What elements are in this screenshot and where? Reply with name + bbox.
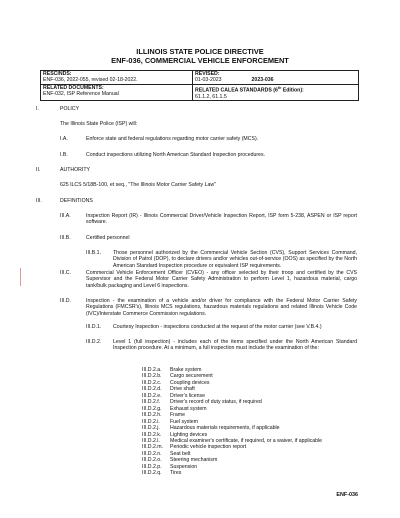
policy-item-num: I.B.: [60, 152, 68, 158]
rescinds-cell: [41, 71, 193, 85]
section-heading-definitions: DEFINITIONS: [60, 198, 93, 204]
inspection-item-num: III.D.2.e.: [142, 392, 162, 399]
definition-text: Inspection - the examination of a vehicle and/or driver for compliance with the Federal Motor Carrier Safety Regulations (FMCSR's), Illinois MCS regulations, hazardous materials regulations and related Illinois Vehicle Code (IVC)/Interstate Commerce Commission regulations.: [86, 298, 357, 317]
inspection-item-num: III.D.2.p.: [142, 463, 162, 470]
inspection-item-num: III.D.2.f.: [142, 399, 161, 406]
inspection-item-num: III.D.2.o.: [142, 457, 162, 464]
inspection-item-text: Suspension: [170, 463, 198, 470]
inspection-item-num: III.D.2.h.: [142, 412, 162, 419]
definition-text: Courtesy Inspection - inspections conducted at the request of the motor carrier (see V.B.4.): [113, 324, 322, 330]
section-heading-policy: POLICY: [60, 106, 80, 112]
header-table: [40, 70, 359, 101]
inspection-item-text: Fuel system: [170, 418, 198, 425]
inspection-item-num: III.D.2.g.: [142, 405, 162, 412]
revised-number: 2023-036: [251, 77, 274, 84]
policy-item-text: Enforce state and federal regulations regarding motor carrier safety (MCS).: [86, 136, 259, 142]
calea-label-post: Edition):: [281, 87, 304, 94]
definition-text: Those personnel authorized by the Commercial Vehicle Section (CVS), Support Services Command, Division of Patrol (DOP), to declare drivers and/or vehicles out-of-service (OOS) as specified by the North American Standard Inspection procedure or equivalent ISP requirements.: [113, 250, 357, 269]
calea-cell: [193, 84, 359, 101]
definition-num: III.A.: [60, 213, 71, 219]
revised-value: [195, 77, 356, 83]
page-footer: ENF-036: [336, 492, 358, 498]
inspection-item-num: III.D.2.j.: [142, 425, 160, 432]
inspection-item-num: III.D.2.q.: [142, 470, 162, 477]
inspection-item-num: III.D.2.n.: [142, 450, 162, 457]
inspection-item-text: Tires: [170, 470, 182, 477]
definition-num: III.D.: [60, 298, 71, 304]
inspection-item-text: Seat belt: [170, 450, 191, 457]
inspection-item-text: Cargo securement: [170, 373, 213, 380]
directive-title: ILLINOIS STATE POLICE DIRECTIVE: [136, 47, 264, 56]
related-docs-value: ENF-032, ISP Reference Manual: [43, 91, 119, 98]
definition-num: III.B.1.: [86, 250, 101, 256]
inspection-item-text: Exhaust system: [170, 405, 207, 412]
definition-num: III.C.: [60, 270, 71, 276]
policy-item-num: I.A.: [60, 136, 68, 142]
section-num-definitions: III.: [36, 198, 42, 204]
inspection-item-text: Driver's record of duty status, if required: [170, 399, 262, 406]
inspection-item-num: III.D.2.k.: [142, 431, 162, 438]
inspection-item-text: Brake system: [170, 367, 202, 373]
inspection-item-text: Steering mechanism: [170, 457, 218, 464]
revised-date: 01-03-2023: [195, 77, 222, 84]
inspection-item-text: Hazardous materials requirements, if applicable: [170, 425, 280, 432]
inspection-item-text: Driver's license: [170, 392, 206, 399]
rescinds-label: RESCINDS:: [43, 71, 72, 77]
calea-value: 61.1.2, 61.1.5: [195, 93, 227, 100]
calea-label-pre: RELATED CALEA STANDARDS (6: [195, 87, 278, 94]
policy-item-text: Conduct inspections utilizing North American Standard Inspection procedures.: [86, 152, 266, 158]
inspection-item-num: III.D.2.i.: [142, 418, 160, 425]
revision-bar: [20, 268, 21, 286]
definition-text: Level 1 (full inspection) - includes each of the items specified under the North American Standard Inspection procedure. At a minimum, a full inspection must include the examination of the:: [113, 339, 357, 352]
inspection-item-num: III.D.2.l.: [142, 437, 160, 444]
inspection-item-num: III.D.2.d.: [142, 386, 162, 393]
inspection-item-text: Medical examiner's certificate, if required, or a waiver, if applicable: [170, 437, 323, 444]
inspection-item-num: III.D.2.m.: [142, 444, 164, 451]
inspection-item-num: III.D.2.c.: [142, 379, 162, 386]
section-num-policy: I.: [36, 106, 39, 112]
related-docs-label: RELATED DOCUMENTS:: [43, 84, 104, 91]
definition-num: III.D.1.: [86, 324, 102, 330]
definition-text: Commercial Vehicle Enforcement Officer (CVEO) - any officer selected by their troop and certified by the CVS Supervisor and the Federal Motor Carrier Safety Administration to perform Level 1, hazardous material, cargo tank/bulk packaging and Level 6 inspections.: [86, 270, 357, 289]
authority-text: 625 ILCS 5/18B-100, et seq., "The Illinois Motor Carrier Safety Law": [60, 182, 216, 188]
inspection-item-num: III.D.2.a.: [142, 367, 162, 373]
inspection-item-text: Lighting devices: [170, 431, 208, 438]
inspection-item-text: Periodic vehicle inspection report: [170, 444, 247, 451]
policy-intro: The Illinois State Police (ISP) will:: [60, 121, 138, 127]
revised-label: REVISED:: [195, 71, 220, 77]
definition-text: Certified personnel: [86, 235, 130, 241]
related-docs-cell: [41, 84, 193, 101]
definition-num: III.B.: [60, 235, 71, 241]
inspection-item-text: Drive shaft: [170, 386, 195, 393]
directive-subtitle: ENF-036, COMMERCIAL VEHICLE ENFORCEMENT: [111, 56, 289, 65]
calea-label: [195, 85, 356, 94]
revised-cell: [193, 71, 359, 85]
section-num-authority: II.: [36, 167, 41, 173]
definition-text: Inspection Report (IR) - Illinois Commercial Driver/Vehicle Inspection Report, ISP form 5-238, ASPEN or ISP report software.: [86, 213, 357, 226]
rescinds-value: ENF-036, 2022-055, revised 02-18-2022.: [43, 77, 138, 84]
definition-num: III.D.2.: [86, 339, 102, 345]
inspection-item-text: Coupling devices: [170, 379, 210, 386]
calea-label-sup: th: [277, 85, 282, 90]
section-heading-authority: AUTHORITY: [60, 167, 90, 173]
inspection-item-num: III.D.2.b.: [142, 373, 162, 380]
inspection-item-text: Frame: [170, 412, 185, 419]
